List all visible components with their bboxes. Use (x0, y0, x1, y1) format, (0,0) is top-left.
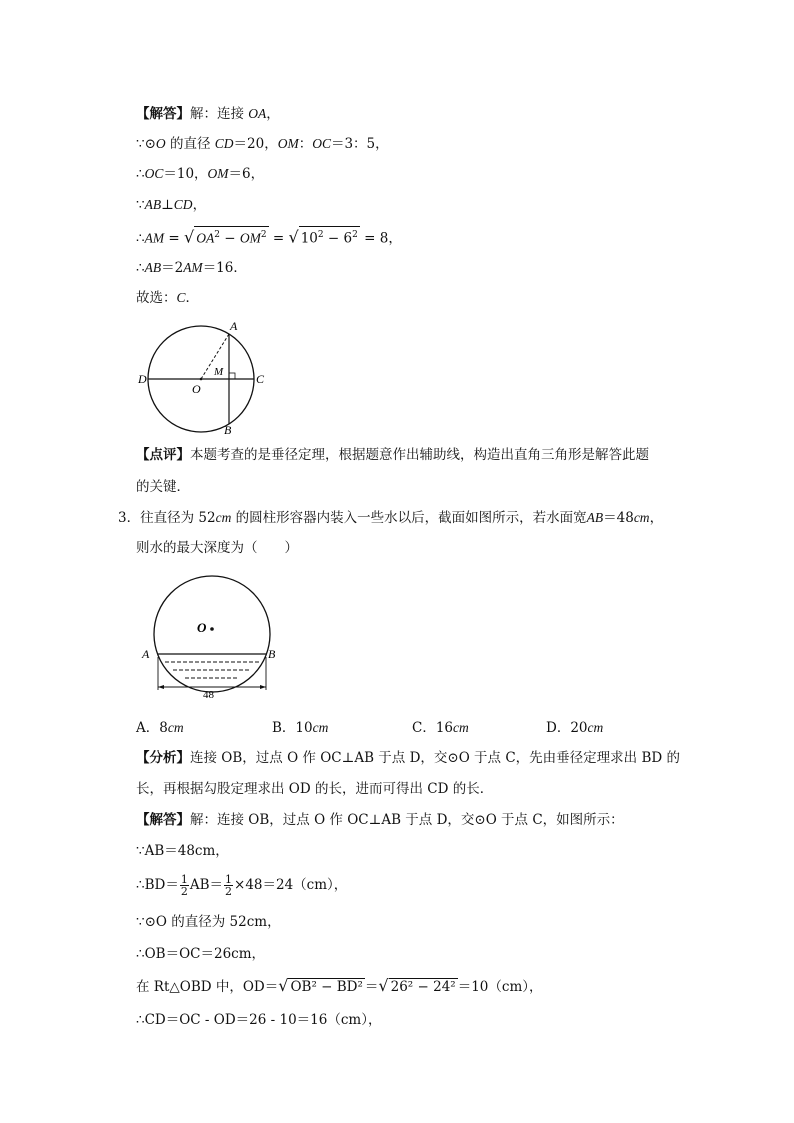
label-d: D (138, 372, 147, 386)
q3-solution-line-1: 【解答】解：连接 OB，过点 O 作 OC⊥AB 于点 D，交⊙O 于点 C，如图所示： (136, 812, 624, 828)
analysis-tag: 【分析】 (136, 750, 190, 766)
option-c[interactable]: C．16cm (412, 720, 469, 736)
label-m: M (214, 366, 224, 378)
q3-solution-line-4: ∵⊙O 的直径为 52cm， (136, 914, 281, 930)
dim-arrow-left (158, 685, 164, 689)
container-circle (154, 576, 270, 692)
label-o-2: O (197, 620, 207, 635)
analysis-line-1: 【分析】连接 OB，过点 O 作 OC⊥AB 于点 D，交⊙O 于点 C，先由垂径定理求出 BD 的 (136, 750, 681, 766)
q3-solution-tag: 【解答】 (136, 812, 190, 828)
question-3-stem-1: 3．往直径为 52cm 的圆柱形容器内装入一些水以后，截面如图所示，若水面宽AB＝48cm， (118, 510, 664, 526)
sqrt-expression-2: $10^2 - 6^2$ (299, 226, 360, 247)
solution-line-6: ∴AB＝2AM＝16． (136, 260, 247, 276)
sqrt-26-24: 26² − 24² (390, 979, 456, 995)
solution-line-7: 故选：C． (136, 290, 200, 306)
option-b[interactable]: B．10cm (272, 720, 329, 736)
comment-line-2: 的关键． (136, 479, 190, 495)
comment-line-1: 【点评】本题考查的是垂径定理，根据题意作出辅助线，构造出直角三角形是解答此题 (136, 447, 649, 463)
question-number: 3． (118, 510, 141, 526)
q3-solution-line-7: ∴CD＝OC - OD＝26 - 10＝16（cm）， (136, 1012, 382, 1028)
dim-arrow-right (260, 685, 266, 689)
q3-solution-line-5: ∴OB＝OC＝26cm， (136, 946, 266, 962)
q3-solution-line-2: ∵AB＝48cm， (136, 843, 229, 859)
sqrt-ob-bd: OB² − BD² (290, 979, 363, 995)
solution-line-2: ∵⊙O 的直径 CD＝20，OM：OC＝3：5， (136, 136, 389, 152)
q3-solution-line-3: ∴BD＝ $\frac{1}{2}$ AB＝ $\frac{1}{2}$ ×48＝24（cm）， (136, 873, 348, 898)
solution-line-5: ∴AM = √ $OA^2 - OM^2$ = √ $10^2 - 6^2 = 8$， (136, 227, 402, 247)
circle-diagram-1 (130, 315, 280, 440)
center-dot-2 (210, 627, 214, 631)
label-b: B (224, 423, 232, 437)
question-3-stem-2: 则水的最大深度为（ ） (136, 540, 298, 556)
solution-line-4: ∵AB⊥CD， (136, 197, 207, 213)
q3-solution-line-6: 在 Rt△OBD 中，OD＝√ OB² − BD² ＝√ 26² − 24² ＝10（cm）， (136, 976, 543, 995)
fraction-half-1: $\frac{1}{2}$ (180, 873, 188, 898)
right-angle-mark (229, 373, 235, 379)
comment-tag: 【点评】 (136, 447, 190, 463)
label-c: C (256, 372, 265, 386)
label-48: 48 (203, 689, 214, 701)
solution-line-1: 【解答】解：连接 OA， (136, 106, 280, 122)
option-d[interactable]: D．20cm (546, 720, 604, 736)
analysis-line-2: 长，再根据勾股定理求出 OD 的长，进而可得出 CD 的长． (136, 781, 494, 797)
solution-tag: 【解答】 (136, 106, 190, 122)
label-a-2: A (142, 647, 150, 661)
circle-diagram-2 (135, 575, 290, 705)
label-a: A (230, 319, 238, 333)
solution-line-3: ∴OC＝10，OM＝6， (136, 166, 265, 182)
fraction-half-2: $\frac{1}{2}$ (225, 873, 233, 898)
label-b-2: B (268, 647, 276, 661)
sqrt-expression-1: $OA^2 - OM^2$ (194, 226, 268, 247)
label-o: O (192, 382, 201, 396)
option-a[interactable]: A．8cm (136, 720, 184, 736)
center-dot (200, 378, 203, 381)
